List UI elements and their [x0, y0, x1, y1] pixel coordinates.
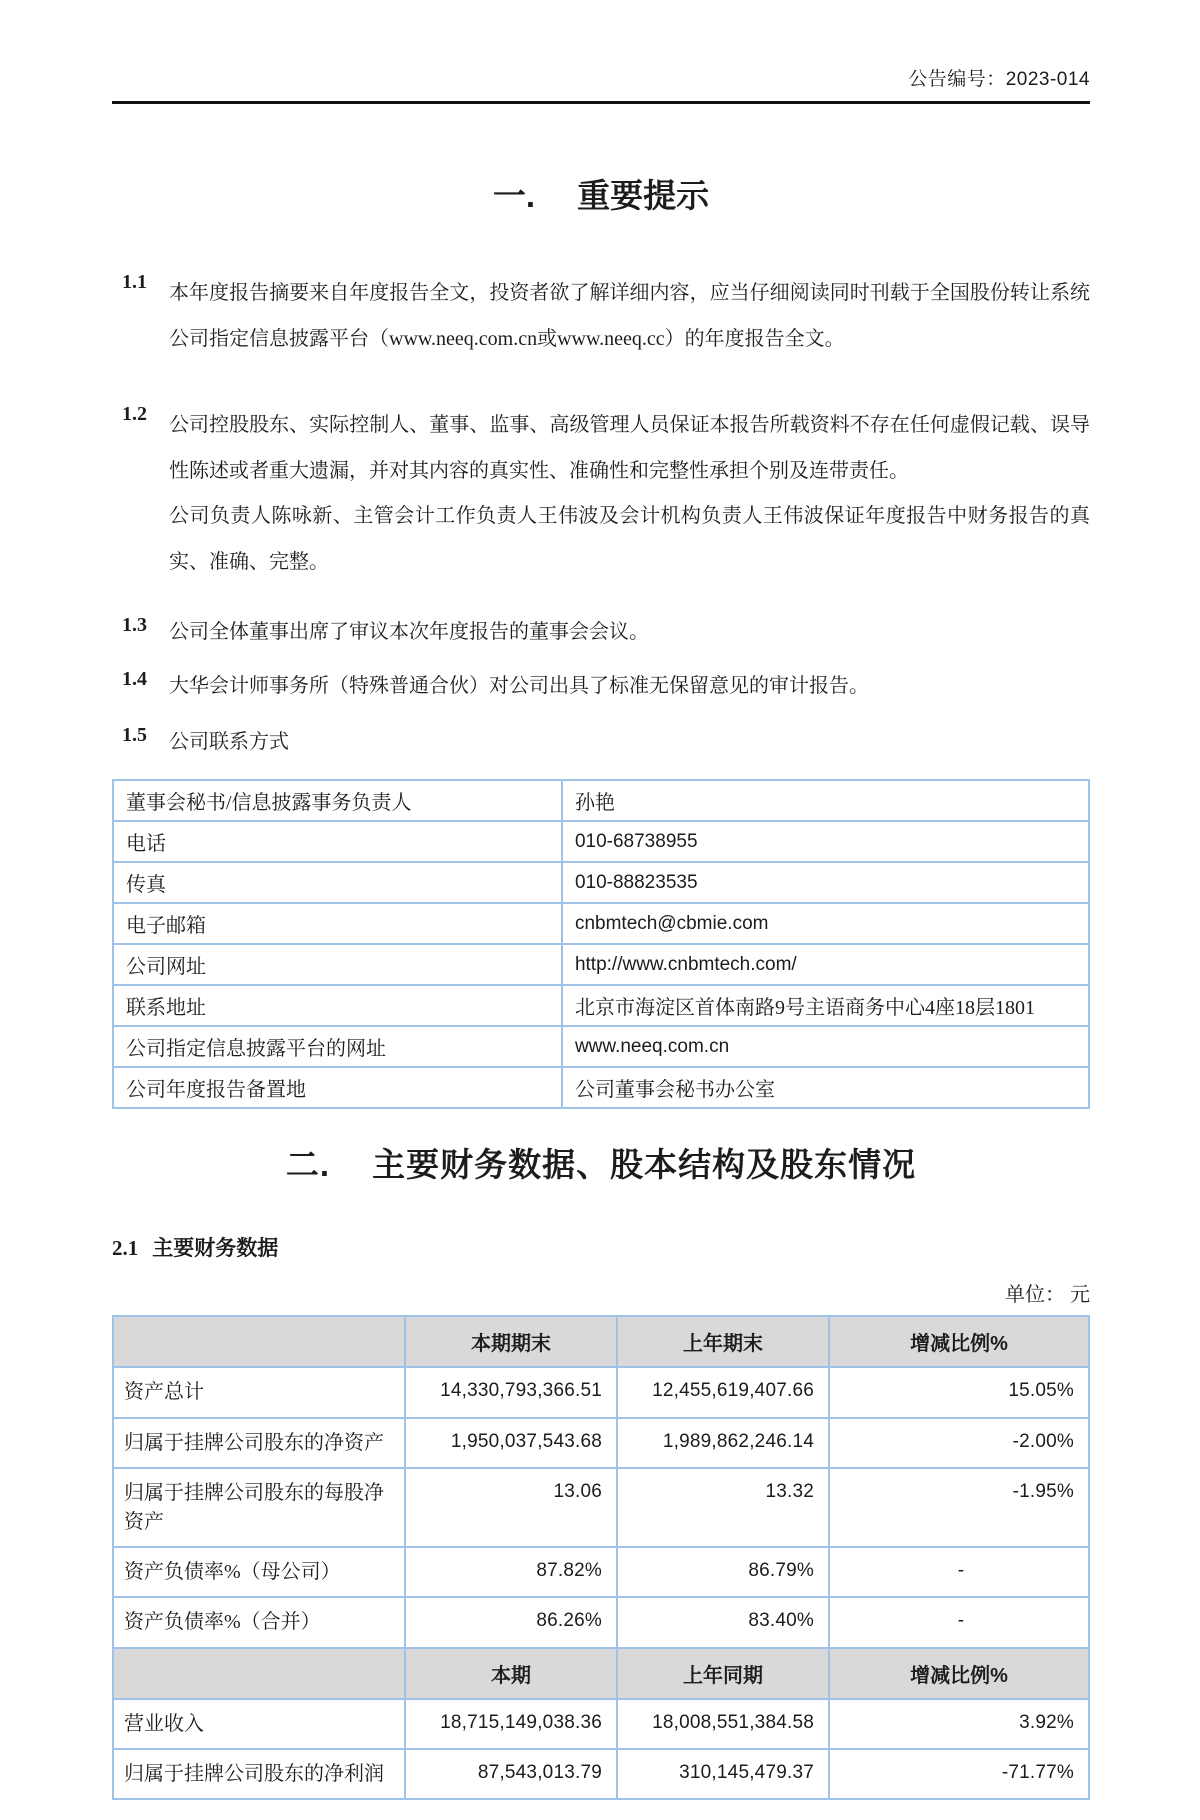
item-1-5	[112, 720, 1090, 766]
item-1-3-number: 1.3	[122, 613, 147, 636]
contact-label: 公司指定信息披露平台的网址	[113, 1026, 562, 1067]
fin-row-change: -2.00%	[829, 1418, 1089, 1468]
fin-row-current: 86.26%	[405, 1597, 617, 1647]
fin-row-change: -	[829, 1597, 1089, 1647]
unit-label: 单位： 元	[1005, 1284, 1090, 1307]
contact-value: cnbmtech@cbmie.com	[562, 903, 1089, 944]
contact-value: www.neeq.com.cn	[562, 1026, 1089, 1067]
table-header-row	[113, 1316, 1089, 1367]
contact-value: http://www.cnbmtech.com/	[562, 944, 1089, 985]
fin-header-change-ratio: 增减比例%	[829, 1316, 1089, 1367]
announcement-number	[112, 64, 1090, 91]
fin-row-change: -1.95%	[829, 1468, 1089, 1547]
table-row	[113, 985, 1089, 1026]
table-row	[113, 780, 1089, 821]
item-1-2-text-1: 公司控股股东、实际控制人、董事、监事、高级管理人员保证本报告所载资料不存在任何虚假记载、误导性陈述或者重大遗漏，并对其内容的真实性、准确性和完整性承担个别及连带责任。	[169, 414, 1090, 482]
contact-label: 董事会秘书/信息披露事务负责人	[113, 780, 562, 821]
table-row	[113, 903, 1089, 944]
fin-row-current: 14,330,793,366.51	[405, 1367, 617, 1417]
fin-row-current: 18,715,149,038.36	[405, 1699, 617, 1749]
table-row	[113, 1699, 1089, 1749]
fin-row-label: 归属于挂牌公司股东的每股净资产	[113, 1468, 405, 1547]
fin-row-change: 15.05%	[829, 1367, 1089, 1417]
fin-row-prior: 13.32	[617, 1468, 829, 1547]
fin-row-change: 3.92%	[829, 1699, 1089, 1749]
fin-row-current: 87.82%	[405, 1547, 617, 1597]
item-1-4-number: 1.4	[122, 668, 147, 691]
section-two-title-text: 主要财务数据、股本结构及股东情况	[372, 1146, 917, 1184]
fin-header-prior-period-end: 上年期末	[617, 1316, 829, 1367]
item-1-4-text: 大华会计师事务所（特殊普通合伙）对公司出具了标准无保留意见的审计报告。	[169, 675, 869, 698]
contact-label: 传真	[113, 862, 562, 903]
fin-row-prior: 310,145,479.37	[617, 1749, 829, 1799]
contact-value: 孙艳	[562, 780, 1089, 821]
fin-row-label: 资产负债率%（合并）	[113, 1597, 405, 1647]
item-1-1-number: 1.1	[122, 271, 147, 293]
section-two-number: 二.	[285, 1146, 331, 1184]
table-row	[113, 1367, 1089, 1417]
fin-header-blank	[113, 1316, 405, 1367]
contact-label: 电子邮箱	[113, 903, 562, 944]
fin-row-prior: 86.79%	[617, 1547, 829, 1597]
subsection-2-1-title: 主要财务数据	[152, 1237, 279, 1261]
item-1-1	[112, 271, 1090, 362]
table-row	[113, 821, 1089, 862]
contact-label: 公司网址	[113, 944, 562, 985]
fin-row-label: 营业收入	[113, 1699, 405, 1749]
item-1-3-text: 公司全体董事出席了审议本次年度报告的董事会会议。	[169, 620, 649, 643]
table-row	[113, 1026, 1089, 1067]
fin-row-label: 归属于挂牌公司股东的净利润	[113, 1749, 405, 1799]
fin-header2-current-period: 本期	[405, 1648, 617, 1699]
item-1-5-number: 1.5	[122, 723, 147, 746]
fin-row-current: 13.06	[405, 1468, 617, 1547]
table-row	[113, 1547, 1089, 1597]
contact-value: 公司董事会秘书办公室	[562, 1067, 1089, 1108]
fin-header2-change-ratio: 增减比例%	[829, 1648, 1089, 1699]
fin-row-current: 1,950,037,543.68	[405, 1418, 617, 1468]
fin-row-change: -71.77%	[829, 1749, 1089, 1799]
fin-header-current-period-end: 本期期末	[405, 1316, 617, 1367]
section-one-title	[112, 170, 1090, 217]
contact-info-table	[112, 779, 1090, 1109]
item-1-1-text: 本年度报告摘要来自年度报告全文，投资者欲了解详细内容，应当仔细阅读同时刊载于全国股份转让系统公司指定信息披露平台（www.neeq.com.cn或www.neeq.cc）的年度报告全文。	[169, 282, 1090, 350]
fin-row-label: 资产负债率%（母公司）	[113, 1547, 405, 1597]
fin-row-label: 归属于挂牌公司股东的净资产	[113, 1418, 405, 1468]
item-1-2-number: 1.2	[122, 403, 147, 426]
table-row	[113, 1749, 1089, 1799]
fin-row-current: 87,543,013.79	[405, 1749, 617, 1799]
item-1-4	[112, 664, 1090, 710]
fin-row-prior: 12,455,619,407.66	[617, 1367, 829, 1417]
table-header-row	[113, 1648, 1089, 1699]
contact-value: 010-88823535	[562, 862, 1089, 903]
contact-label: 联系地址	[113, 985, 562, 1026]
fin-row-prior: 18,008,551,384.58	[617, 1699, 829, 1749]
table-row	[113, 1468, 1089, 1547]
table-row	[113, 1067, 1089, 1108]
item-1-5-text: 公司联系方式	[169, 730, 289, 753]
fin-row-prior: 83.40%	[617, 1597, 829, 1647]
section-one-title-text: 重要提示	[577, 177, 710, 214]
announcement-number-label: 公告编号：	[908, 69, 1006, 90]
contact-value: 北京市海淀区首体南路9号主语商务中心4座18层1801	[562, 985, 1089, 1026]
contact-label: 电话	[113, 821, 562, 862]
fin-row-prior: 1,989,862,246.14	[617, 1418, 829, 1468]
table-row	[113, 1597, 1089, 1647]
section-two-title	[112, 1139, 1090, 1186]
item-1-2	[112, 403, 1090, 585]
subsection-2-1-heading	[112, 1232, 1090, 1262]
item-1-3	[112, 610, 1090, 656]
section-one-number: 一.	[492, 177, 536, 214]
item-1-2-text-2: 公司负责人陈咏新、主管会计工作负责人王伟波及会计机构负责人王伟波保证年度报告中财务报告的真实、准确、完整。	[169, 505, 1090, 573]
header-divider	[112, 101, 1090, 104]
fin-header2-prior-period: 上年同期	[617, 1648, 829, 1699]
table-row	[113, 944, 1089, 985]
table-row	[113, 862, 1089, 903]
fin-header2-blank	[113, 1648, 405, 1699]
fin-row-label: 资产总计	[113, 1367, 405, 1417]
contact-value: 010-68738955	[562, 821, 1089, 862]
contact-label: 公司年度报告备置地	[113, 1067, 562, 1108]
fin-row-change: -	[829, 1547, 1089, 1597]
financial-data-table	[112, 1315, 1090, 1800]
announcement-number-value: 2023-014	[1005, 69, 1090, 90]
table-row	[113, 1418, 1089, 1468]
subsection-2-1-number: 2.1	[112, 1236, 139, 1261]
